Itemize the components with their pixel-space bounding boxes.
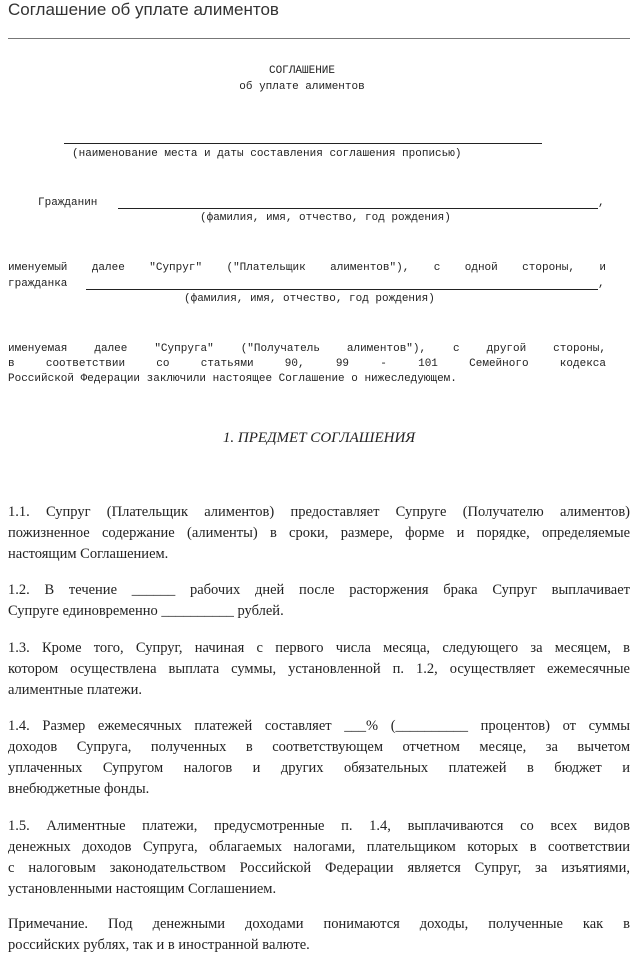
citizen-comma: ,: [598, 197, 605, 209]
citizen-caption: (фамилия, имя, отчество, год рождения): [200, 212, 451, 224]
clause-1-2-line: Супруге единовременно __________ рублей.: [8, 603, 284, 619]
agreement-heading: СОГЛАШЕНИЕ: [268, 65, 335, 77]
citizeness-comma: ,: [598, 278, 605, 290]
clause-1-4-line: уплаченных Супругом налогов и других обязательных платежей в бюджет и: [8, 760, 630, 776]
citizeness-caption: (фамилия, имя, отчество, год рождения): [184, 293, 435, 305]
clause-1-2-line: 1.2. В течение ______ рабочих дней после расторжения брака Супруг выплачивает: [8, 582, 630, 598]
page-title: Соглашение об уплате алиментов: [8, 0, 279, 19]
clause-1-2: [8, 580, 630, 622]
citizeness-blank: [86, 289, 598, 290]
place-date-blank: [64, 143, 542, 144]
clause-1-5-line: 1.5. Алиментные платежи, предусмотренные п. 1.4, выплачиваются со всех видов: [8, 818, 630, 834]
clause-1-1: [8, 502, 630, 565]
clause-1-3-line: котором осуществлена выплата суммы, установленной п. 1.2, осуществляет ежемесячные: [8, 661, 630, 677]
clause-1-3: [8, 638, 630, 701]
wife-line-2: в соответствии со статьями 90, 99 - 101 Семейного кодекса: [8, 358, 606, 370]
agreement-subheading: об уплате алиментов: [239, 81, 365, 93]
clause-1-4-line: внебюджетные фонды.: [8, 781, 150, 797]
title-divider: [8, 38, 630, 39]
citizen-blank: [118, 208, 598, 209]
wife-line-1: именуемая далее "Супруга" ("Получатель алиментов"), с другой стороны,: [8, 343, 606, 355]
citizen-label: Гражданин: [38, 197, 98, 209]
note-line: российских рублях, так и в иностранной валюте.: [8, 937, 310, 953]
wife-line-3: Российской Федерации заключили настоящее Соглашение о нижеследующем.: [8, 373, 457, 385]
clause-1-5-line: установленными настоящим Соглашением.: [8, 881, 277, 897]
clause-1-5-line: с налоговым законодательством Российской Федерации является Супруг, за изъятиями,: [8, 860, 630, 876]
husband-line: именуемый далее "Супруг" ("Плательщик алиментов"), с одной стороны, и: [8, 262, 606, 274]
clause-1-1-line: пожизненное содержание (алименты) в сроки, размере, форме и порядке, определяемые: [8, 525, 630, 541]
clause-1-4-line: доходов Супруга, полученных в соответствующем отчетном месяце, за вычетом: [8, 739, 630, 755]
clause-1-5-line: денежных доходов Супруга, облагаемых налогами, плательщиком которых в соответствии: [8, 839, 630, 855]
note: [8, 914, 630, 956]
clause-1-1-line: настоящим Соглашением.: [8, 546, 169, 562]
clause-1-3-line: 1.3. Кроме того, Супруг, начиная с первого числа месяца, следующего за месяцем, в: [8, 640, 630, 656]
section-title: 1. ПРЕДМЕТ СОГЛАШЕНИЯ: [222, 430, 416, 446]
citizeness-label: гражданка: [8, 278, 68, 290]
clause-1-3-line: алиментные платежи.: [8, 682, 143, 698]
place-date-caption: (наименование места и даты составления соглашения прописью): [72, 148, 462, 160]
clause-1-1-line: 1.1. Супруг (Плательщик алиментов) предоставляет Супруге (Получателю алиментов): [8, 504, 630, 520]
note-line: Примечание. Под денежными доходами понимаются доходы, полученные как в: [8, 916, 630, 932]
clause-1-4-line: 1.4. Размер ежемесячных платежей составляет ___% (__________ процентов) от суммы: [8, 718, 630, 734]
clause-1-5: [8, 816, 630, 900]
clause-1-4: [8, 716, 630, 800]
